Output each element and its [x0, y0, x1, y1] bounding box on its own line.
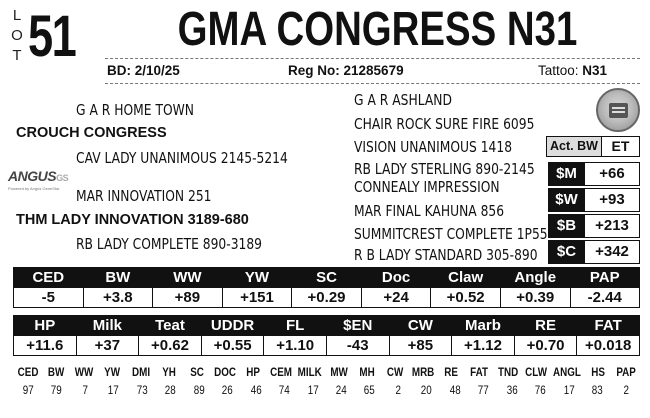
epd-cell — [452, 315, 515, 356]
epd-value: +1.10 — [264, 336, 326, 355]
dollar-index-label: $B — [548, 214, 585, 238]
percentile-value: 48 — [449, 383, 461, 397]
percentile-value: 28 — [165, 383, 176, 397]
percentile-label: CEM — [270, 365, 293, 379]
dollar-index-value: +342 — [585, 240, 640, 264]
pedigree-dam-sire: MAR INNOVATION 251 — [76, 187, 212, 205]
epd-value: +3.8 — [84, 288, 153, 307]
percentile-label: HP — [246, 365, 261, 379]
percentile-label: RE — [444, 365, 459, 379]
percentile-value: 36 — [506, 383, 518, 397]
epd-label: Teat — [139, 316, 201, 336]
dollar-index-value: +93 — [585, 188, 640, 212]
pedigree-note: CHAIR ROCK SURE FIRE 6095 — [354, 115, 535, 133]
divider — [105, 83, 640, 84]
epd-value: +151 — [223, 288, 292, 307]
lot-letter-t: T — [12, 47, 22, 64]
epd-cell — [577, 315, 640, 356]
epd-label: RE — [515, 316, 577, 336]
percentile-value: 17 — [108, 383, 120, 397]
dollar-index-value: +66 — [585, 162, 640, 186]
epd-value: +24 — [362, 288, 431, 307]
percentile-label: CED — [17, 365, 39, 379]
pedigree-sire-dam: CAV LADY UNANIMOUS 2145-5214 — [76, 149, 288, 167]
epd-cell — [362, 267, 432, 308]
epd-value: +1.12 — [452, 336, 514, 355]
registration-number — [288, 62, 404, 80]
epd-cell — [77, 315, 140, 356]
epd-grid-row-1 — [13, 267, 640, 308]
percentile-value: 79 — [51, 383, 63, 397]
percentile-label: ANGL — [552, 365, 581, 379]
pedigree-note: MAR FINAL KAHUNA 856 — [354, 202, 505, 220]
registry-seal-icon — [596, 88, 640, 132]
epd-label: WW — [153, 268, 222, 288]
percentile-label: DOC — [214, 365, 236, 379]
epd-cell — [153, 267, 223, 308]
epd-value: -2.44 — [571, 288, 640, 307]
tattoo — [538, 62, 607, 80]
angus-logo-text: ANGUS — [8, 168, 57, 184]
percentile-label: CW — [386, 365, 404, 379]
pedigree-dam: THM LADY INNOVATION 3189-680 — [16, 212, 249, 228]
epd-label: FL — [264, 316, 326, 336]
epd-label: $EN — [327, 316, 389, 336]
percentile-label: HS — [591, 365, 605, 379]
epd-cell — [292, 267, 362, 308]
percentile-value: 77 — [477, 383, 489, 397]
epd-label: Milk — [77, 316, 139, 336]
pedigree-note: R B LADY STANDARD 305-890 — [354, 246, 538, 264]
epd-label: UDDR — [202, 316, 264, 336]
epd-cell — [571, 267, 641, 308]
epd-value: +85 — [390, 336, 452, 355]
tattoo-value: N31 — [582, 63, 608, 78]
percentile-value: 74 — [278, 383, 290, 397]
epd-cell — [139, 315, 202, 356]
epd-label: Marb — [452, 316, 514, 336]
dollar-index-label: $M — [548, 162, 585, 186]
epd-value: +0.55 — [202, 336, 264, 355]
percentile-label: CLW — [524, 365, 547, 379]
percentile-value: 46 — [250, 383, 262, 397]
lot-letter-l: L — [12, 7, 22, 24]
epd-label: CW — [390, 316, 452, 336]
percentile-label: SC — [190, 365, 204, 379]
pedigree-note: CONNEALY IMPRESSION — [354, 178, 500, 196]
epd-value: -43 — [327, 336, 389, 355]
epd-value: +0.29 — [292, 288, 361, 307]
pedigree-dam-dam: RB LADY COMPLETE 890-3189 — [76, 235, 263, 253]
epd-label: SC — [292, 268, 361, 288]
lot-letter-o: O — [11, 27, 23, 44]
percentile-value: 65 — [364, 383, 376, 397]
epd-value: +37 — [77, 336, 139, 355]
percentile-value: 20 — [421, 383, 433, 397]
epd-cell — [223, 267, 293, 308]
percentile-value: 17 — [307, 383, 319, 397]
pedigree-note: RB LADY STERLING 890-2145 — [354, 160, 535, 178]
dollar-index — [548, 162, 640, 186]
epd-label: Angle — [501, 268, 570, 288]
epd-cell — [501, 267, 571, 308]
reg-value: 21285679 — [343, 63, 404, 78]
pedigree-sire-sire: G A R HOME TOWN — [76, 101, 195, 119]
epd-value: +0.52 — [431, 288, 500, 307]
percentile-value: 89 — [193, 383, 205, 397]
percentile-label: MRB — [412, 365, 435, 379]
epd-cell — [202, 315, 265, 356]
act-bw-label: Act. BW — [547, 137, 602, 156]
epd-value: +0.62 — [139, 336, 201, 355]
percentile-label: WW — [75, 365, 94, 379]
pedigree-sire: CROUCH CONGRESS — [16, 125, 167, 141]
percentile-label: MILK — [298, 365, 323, 379]
percentile-label: PAP — [616, 365, 636, 379]
epd-grid-row-2 — [13, 315, 640, 356]
dollar-index — [548, 240, 640, 264]
epd-cell — [390, 315, 453, 356]
percentile-value: 17 — [563, 383, 575, 397]
percentile-label: MW — [330, 365, 348, 379]
percentile-label: DMI — [131, 365, 150, 379]
percentile-value: 2 — [622, 383, 629, 397]
percentile-label: BW — [48, 365, 65, 379]
pedigree-note: SUMMITCREST COMPLETE 1P55 — [354, 225, 548, 243]
epd-cell — [13, 315, 77, 356]
percentile-label: YH — [161, 365, 176, 379]
angus-logo-tagline: Powered by Angus GeneStar — [8, 186, 60, 191]
animal-name-title: GMA CONGRESS N31 — [177, 3, 578, 56]
epd-label: CED — [14, 268, 83, 288]
percentile-value: 76 — [534, 383, 546, 397]
percentile-labels-row — [14, 364, 640, 381]
angus-genestar-logo — [8, 168, 68, 190]
dollar-index — [548, 188, 640, 212]
actual-birth-weight — [546, 136, 640, 157]
epd-cell — [13, 267, 84, 308]
percentile-values-row — [14, 382, 640, 399]
birth-date-value: 2/10/25 — [134, 63, 180, 78]
dollar-index-value: +213 — [585, 214, 640, 238]
percentile-label: FAT — [470, 365, 489, 379]
tattoo-label: Tattoo: — [538, 63, 579, 78]
percentile-value: 24 — [335, 383, 347, 397]
percentile-label: YW — [104, 365, 121, 379]
percentile-label: TND — [497, 365, 518, 379]
percentile-value: 26 — [221, 383, 233, 397]
birth-date — [107, 62, 180, 80]
epd-value: -5 — [14, 288, 83, 307]
epd-label: Claw — [431, 268, 500, 288]
epd-cell — [431, 267, 501, 308]
epd-label: PAP — [571, 268, 640, 288]
percentile-value: 2 — [395, 383, 401, 397]
epd-label: BW — [84, 268, 153, 288]
pedigree-note: VISION UNANIMOUS 1418 — [354, 138, 513, 156]
percentile-value: 97 — [22, 383, 34, 397]
angus-logo-suffix: GS — [56, 173, 69, 183]
percentile-value: 83 — [591, 383, 603, 397]
percentile-label: MH — [359, 365, 375, 379]
pedigree-note: G A R ASHLAND — [354, 91, 452, 109]
percentile-value: 7 — [82, 383, 88, 397]
epd-value: +0.39 — [501, 288, 570, 307]
dollar-index — [548, 214, 640, 238]
epd-value: +0.018 — [577, 336, 639, 355]
percentile-value: 73 — [136, 383, 148, 397]
epd-value: +11.6 — [14, 336, 76, 355]
epd-label: HP — [14, 316, 76, 336]
epd-cell — [515, 315, 578, 356]
lot-number: 51 — [28, 4, 76, 69]
epd-value: +0.70 — [515, 336, 577, 355]
epd-label: Doc — [362, 268, 431, 288]
act-bw-value: ET — [611, 138, 630, 154]
epd-value: +89 — [153, 288, 222, 307]
reg-label: Reg No: — [288, 63, 340, 78]
birth-date-label: BD: — [107, 63, 131, 78]
epd-cell — [327, 315, 390, 356]
epd-cell — [264, 315, 327, 356]
dollar-index-label: $W — [548, 188, 585, 212]
dollar-index-label: $C — [548, 240, 585, 264]
epd-cell — [84, 267, 154, 308]
epd-label: YW — [223, 268, 292, 288]
divider — [105, 58, 640, 59]
epd-label: FAT — [577, 316, 639, 336]
